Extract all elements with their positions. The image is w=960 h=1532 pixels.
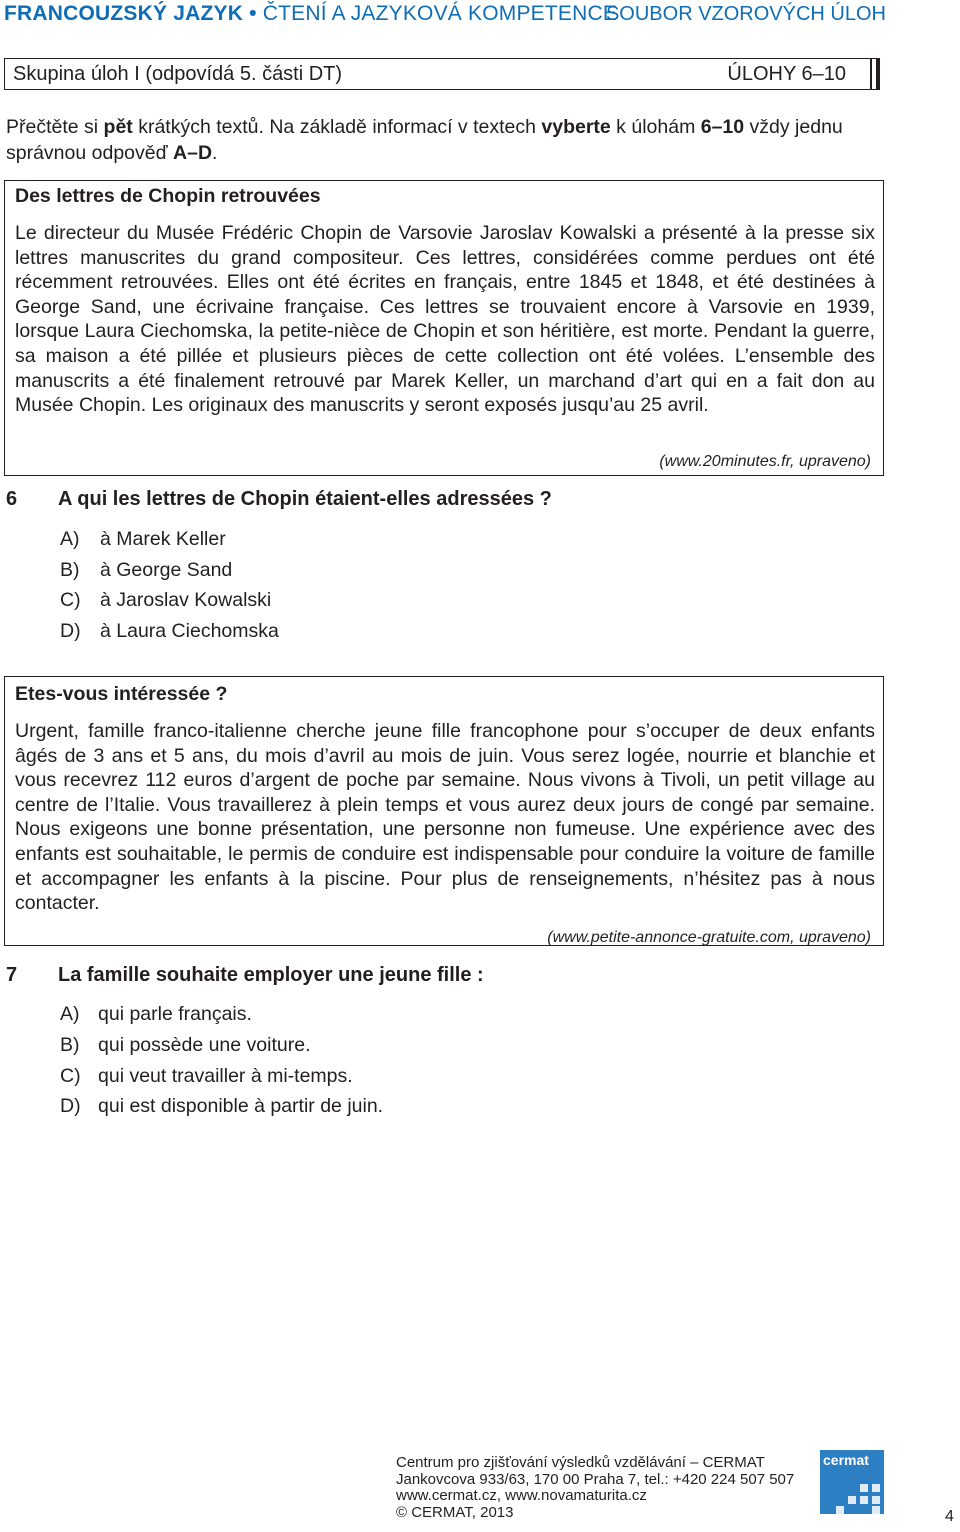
footer <box>396 1455 794 1521</box>
option-letter: C) <box>60 589 81 611</box>
answer-option-d[interactable] <box>60 620 279 643</box>
header-subject <box>4 2 617 26</box>
option-text: à Jaroslav Kowalski <box>100 589 272 611</box>
answer-option-a[interactable] <box>60 528 226 551</box>
section-bar <box>4 58 880 90</box>
option-text: qui est disponible à partir de juin. <box>98 1095 384 1117</box>
answer-option-c[interactable] <box>60 589 271 612</box>
cermat-logo <box>820 1450 884 1514</box>
option-text: à Marek Keller <box>100 528 226 550</box>
option-text: à Laura Ciechomska <box>100 620 279 642</box>
section-range: ÚLOHY 6–10 <box>727 63 846 85</box>
answer-option-a[interactable] <box>60 1003 252 1026</box>
option-text: à George Sand <box>100 559 233 581</box>
option-letter: D) <box>60 1095 81 1117</box>
text-title: Des lettres de Chopin retrouvées <box>15 185 321 207</box>
answer-option-c[interactable] <box>60 1065 353 1088</box>
text-title: Etes-vous intéressée ? <box>15 683 228 705</box>
option-text: qui possède une voiture. <box>98 1034 311 1056</box>
instr-text: . <box>212 142 218 164</box>
section-title: Skupina úloh I (odpovídá 5. části DT) <box>13 63 343 85</box>
footer-org: Centrum pro zjišťování výsledků vzdělávání – CERMAT <box>396 1454 765 1471</box>
instr-text: Přečtěte si <box>6 116 104 138</box>
instr-bold: vyberte <box>541 116 611 138</box>
instr-bold: pět <box>103 116 133 138</box>
instr-text: krátkých textů. Na základě informací v textech <box>132 116 542 138</box>
header-separator: • <box>249 2 257 25</box>
text-box-chopin <box>4 180 884 476</box>
text-body: Urgent, famille franco-italienne cherche jeune fille francophone pour s’occuper de deux enfants âgés de 3 ans et 5 ans, du mois d’avril au mois de juin. Vous serez logée, nourrie et blanchie et vous recevrez 112 euros d’argent de poche par semaine. Nous vivons à Tivoli, un petit village au centre de l’Italie. Vous travaillerez à plein temps et vous aurez deux jours de congé par semaine. Nous exigeons une bonne présentation, une personne non fumeuse. Une expérience avec des enfants est souhaitable, le permis de conduire est indispensable pour conduire la voiture de famille et accompagner les enfants à la piscine. Pour plus de renseignements, n’hésitez pas à nous contacter. <box>15 720 875 915</box>
question-text: La famille souhaite employer une jeune fille : <box>58 964 484 986</box>
question-number: 6 <box>6 488 18 510</box>
option-text: qui veut travailler à mi-temps. <box>98 1065 353 1087</box>
question-text: A qui les lettres de Chopin étaient-elles adressées ? <box>58 488 552 510</box>
answer-option-b[interactable] <box>60 1034 310 1057</box>
option-letter: B) <box>60 559 80 581</box>
option-letter: A) <box>60 528 80 550</box>
instr-text: k úlohám <box>610 116 701 138</box>
answer-option-d[interactable] <box>60 1095 383 1118</box>
instr-text: vždy jednu správnou odpověď <box>6 116 843 164</box>
option-text: qui parle français. <box>98 1003 252 1025</box>
subject-label: FRANCOUZSKÝ JAZYK <box>4 2 244 25</box>
footer-links[interactable]: www.cermat.cz, www.novamaturita.cz <box>396 1487 647 1504</box>
option-letter: D) <box>60 620 81 642</box>
option-letter: C) <box>60 1065 81 1087</box>
answer-option-b[interactable] <box>60 559 232 582</box>
text-body: Le directeur du Musée Frédéric Chopin de Varsovie Jaroslav Kowalski a présenté à la presse six lettres manuscrites du grand compositeur. Ces lettres, considérées comme perdues ont été récemment retrouvées. Elles ont été écrites en français, entre 1845 et 1848, et été destinées à George Sand, une écrivaine française. Ces lettres se trouvaient encore à Varsovie en 1939, lorsque Laura Ciechomska, la petite-nièce de Chopin et son héritière, est morte. Pendant la guerre, sa maison a été pillée et plusieurs pièces de cette collection ont été volées. L’ensemble des manuscrits a été finalement retrouvé par Marek Keller, un marchand d’art qui en a fait don au Musée Chopin. Les originaux des manuscrits y seront exposés jusqu’au 25 avril. <box>15 222 875 417</box>
instructions <box>6 114 876 166</box>
option-letter: B) <box>60 1034 80 1056</box>
text-source: (www.petite-annonce-gratuite.com, upraveno) <box>547 929 871 946</box>
option-letter: A) <box>60 1003 80 1025</box>
logo-text: cermat <box>823 1452 869 1468</box>
question-number: 7 <box>6 964 18 986</box>
collection-label: SOUBOR VZOROVÝCH ÚLOH <box>605 3 886 25</box>
text-box-annonce <box>4 676 884 946</box>
footer-address: Jankovcova 933/63, 170 00 Praha 7, tel.: +420 224 507 507 <box>396 1470 795 1488</box>
text-source: (www.20minutes.fr, upraveno) <box>659 453 871 470</box>
instr-bold: 6–10 <box>700 116 745 138</box>
instr-bold: A–D <box>173 142 213 164</box>
subtitle-label: ČTENÍ A JAZYKOVÁ KOMPETENCE <box>262 2 618 25</box>
page-number: 4 <box>945 1508 954 1525</box>
footer-copyright: © CERMAT, 2013 <box>396 1503 514 1521</box>
